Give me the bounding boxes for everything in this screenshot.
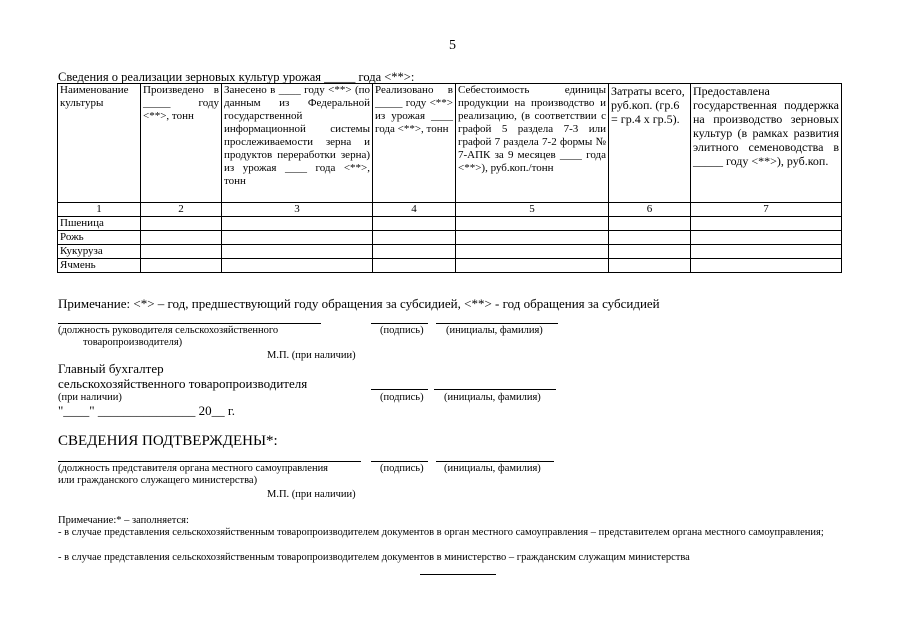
signature-caption: (подпись) [380,463,424,474]
signature-caption: (подпись) [380,325,424,336]
header-registered: Занесено в ____ году <**> (по данным из Федеральной государственной информационной системы прослеживаемости зерна и продуктов переработки зерна) из урожая ____ года <**>, тонн [222,84,373,203]
column-number: 3 [222,203,373,217]
column-number: 7 [691,203,842,217]
grain-sales-table [57,83,842,273]
empty-cell[interactable] [609,245,691,259]
table-caption: Сведения о реализации зерновых культур урожая _____ года <**>: [58,70,415,84]
position-signature-line [58,323,321,324]
header-crop-name: Наименование культуры [58,84,141,203]
crop-name-cell: Кукуруза [58,245,141,259]
header-total-costs: Затраты всего, руб.коп. (гр.6 = гр.4 х гр.5). [609,84,691,203]
manager-position-caption: (должность руководителя сельскохозяйственного [58,325,279,336]
table-row [58,245,842,259]
table-row [58,259,842,273]
column-number: 5 [456,203,609,217]
accountant-title: Главный бухгалтер [58,361,164,376]
crop-name-cell: Рожь [58,231,141,245]
empty-cell[interactable] [691,231,842,245]
column-number: 6 [609,203,691,217]
end-divider [420,574,496,575]
empty-cell[interactable] [141,245,222,259]
header-unit-cost: Себестоимость единицы продукции на производство и реализацию, (в соответствии с графой 5 раздела 7-3 или графой 7 раздела 7-2 формы № 7-АПК за 9 месяцев ____ года <**>), руб.коп./тонн [456,84,609,203]
header-produced: Произведено в _____ году <**>, тонн [141,84,222,203]
signature-line [371,389,428,390]
empty-cell[interactable] [609,217,691,231]
position-signature-line [58,461,361,462]
footnote-item-2: - в случае представления сельскохозяйственным товаропроизводителем документов в министерство – гражданским служащим министерства [58,552,690,563]
empty-cell[interactable] [141,259,222,273]
accountant-org: сельскохозяйственного товаропроизводителя [58,376,308,391]
header-state-support: Предоставлена государственная поддержка на производство зерновых культур (в рамках развития элитного семеноводства в _____ году <**>), руб.коп. [691,84,842,203]
column-number-row [58,203,842,217]
signature-line [371,461,428,462]
empty-cell[interactable] [141,231,222,245]
stamp-caption: М.П. (при наличии) [267,489,356,500]
table-header-row [58,84,842,203]
table-row [58,231,842,245]
date-field[interactable]: "____" _______________ 20__ г. [58,403,235,418]
official-position-caption: (должность представителя органа местного самоуправления [58,463,329,474]
footnote-item-1: - в случае представления сельскохозяйственным товаропроизводителем документов в орган местного самоуправления – представителем органа местного самоуправления; [58,527,824,538]
name-line [436,323,558,324]
column-number: 4 [373,203,456,217]
empty-cell[interactable] [691,217,842,231]
empty-cell[interactable] [456,259,609,273]
page-number: 5 [449,38,456,53]
empty-cell[interactable] [222,245,373,259]
name-line [436,461,554,462]
empty-cell[interactable] [373,231,456,245]
confirmed-title: СВЕДЕНИЯ ПОДТВЕРЖДЕНЫ*: [58,433,278,449]
column-number: 2 [141,203,222,217]
empty-cell[interactable] [456,217,609,231]
empty-cell[interactable] [373,259,456,273]
stamp-caption: М.П. (при наличии) [267,350,356,361]
subsidy-note: Примечание: <*> – год, предшествующий году обращения за субсидией, <**> - год обращения за субсидией [58,296,660,311]
empty-cell[interactable] [456,245,609,259]
empty-cell[interactable] [456,231,609,245]
empty-cell[interactable] [373,217,456,231]
empty-cell[interactable] [609,259,691,273]
empty-cell[interactable] [373,245,456,259]
empty-cell[interactable] [141,217,222,231]
empty-cell[interactable] [222,217,373,231]
name-caption: (инициалы, фамилия) [444,392,541,403]
crop-name-cell: Ячмень [58,259,141,273]
manager-position-caption-2: товаропроизводителя) [83,337,183,348]
empty-cell[interactable] [691,245,842,259]
column-number: 1 [58,203,141,217]
signature-line [371,323,428,324]
name-caption: (инициалы, фамилия) [444,463,541,474]
name-line [434,389,556,390]
crop-name-cell: Пшеница [58,217,141,231]
signature-caption: (подпись) [380,392,424,403]
official-position-caption-2: или гражданского служащего министерства) [58,475,258,486]
empty-cell[interactable] [691,259,842,273]
empty-cell[interactable] [222,231,373,245]
table-row [58,217,842,231]
footnote-title: Примечание:* – заполняется: [58,515,189,526]
name-caption: (инициалы, фамилия) [446,325,543,336]
empty-cell[interactable] [609,231,691,245]
empty-cell[interactable] [222,259,373,273]
header-sold: Реализовано в _____ году <**> из урожая ____ года <**>, тонн [373,84,456,203]
accountant-optional: (при наличии) [58,392,122,403]
